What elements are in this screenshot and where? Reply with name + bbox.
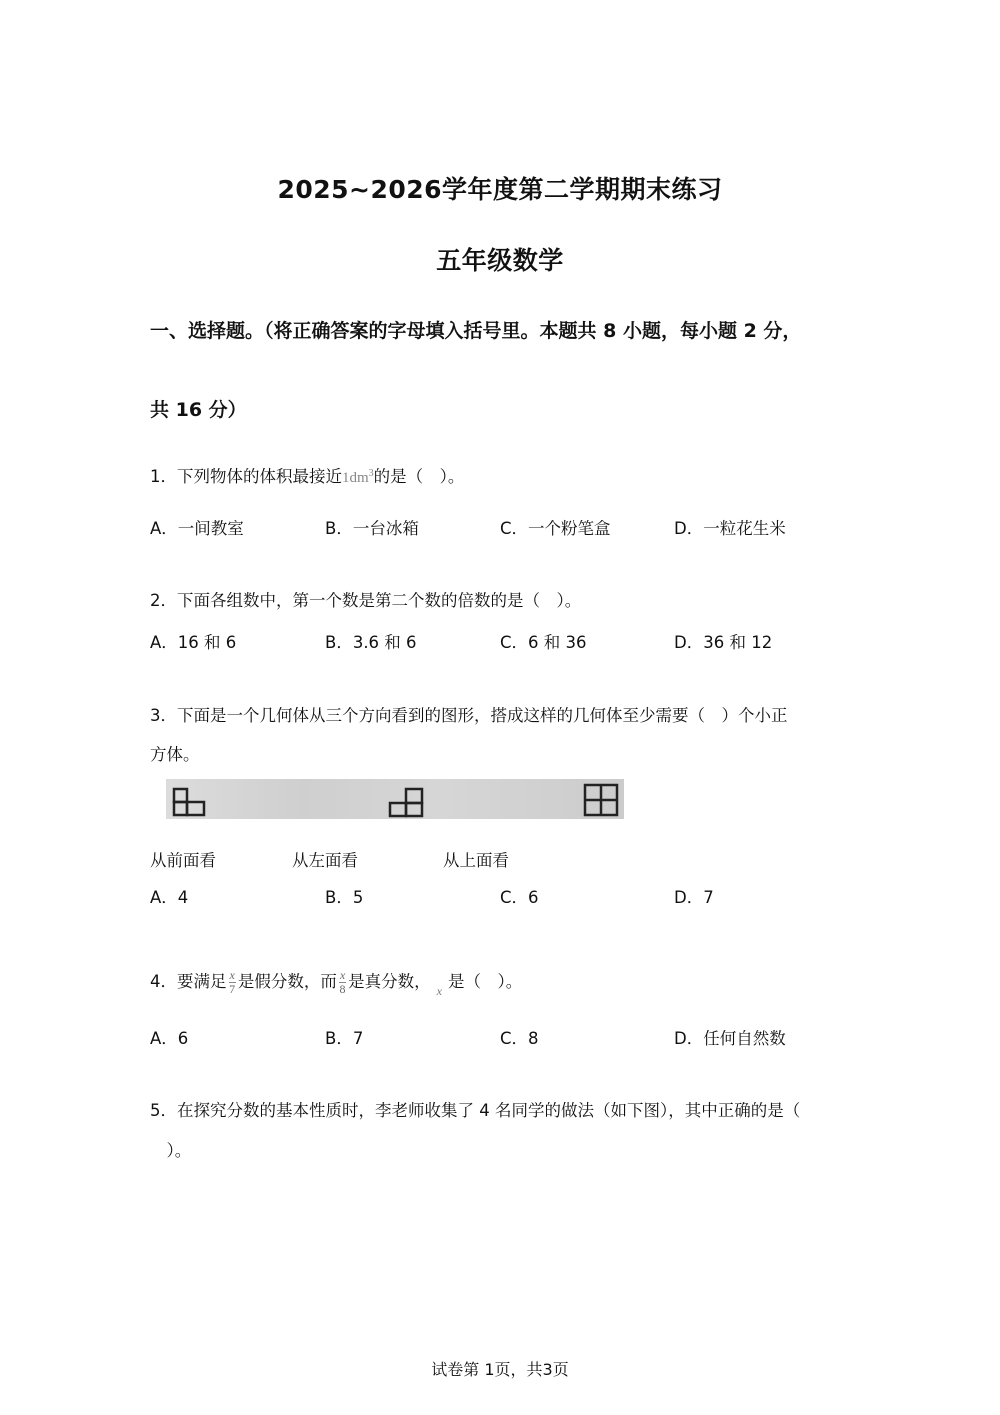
q4-option-b: B．7 (325, 1029, 364, 1048)
fraction-x-over-8 (339, 969, 346, 996)
q4-option-c: C．8 (500, 1029, 539, 1048)
fraction-2-denominator: 8 (339, 982, 346, 996)
question-4-mid1: 是假分数，而 (237, 972, 337, 991)
variable-x: x (436, 984, 442, 998)
q4-option-d: D．任何自然数 (674, 1029, 786, 1048)
section-heading-line1: 一、选择题。（将正确答案的字母填入括号里。本题共 8 小题，每小题 2 分， (150, 320, 802, 342)
question-1-prefix: 1．下列物体的体积最接近 (150, 467, 342, 486)
volume-unit (342, 470, 374, 486)
question-4-mid2: 是真分数， (348, 972, 431, 991)
question-5-line2: ）。 (150, 1141, 192, 1160)
view-label-left: 从左面看 (292, 851, 358, 870)
question-4-prefix: 4．要满足 (150, 972, 227, 991)
q3-option-a: A．4 (150, 888, 189, 907)
q2-option-b: B．3.6 和 6 (325, 633, 417, 652)
q1-option-b: B．一台冰箱 (325, 519, 419, 538)
q2-option-c: C．6 和 36 (500, 633, 587, 652)
q1-option-c: C．一个粉笔盒 (500, 519, 611, 538)
question-3-line2: 方体。 (150, 745, 200, 764)
three-view-figure (166, 779, 624, 819)
q3-option-b: B．5 (325, 888, 364, 907)
q3-option-c: C．6 (500, 888, 539, 907)
question-5-line1: 5．在探究分数的基本性质时，李老师收集了 4 名同学的做法（如下图），其中正确的是（ (150, 1101, 801, 1120)
question-1-suffix: 的是（ ）。 (373, 467, 465, 486)
q1-option-d: D．一粒花生米 (674, 519, 786, 538)
q2-option-a: A．16 和 6 (150, 633, 237, 652)
fraction-1-denominator: 7 (229, 982, 236, 996)
q3-option-d: D．7 (674, 888, 714, 907)
page-footer: 试卷第 1页，共3页 (431, 1360, 569, 1379)
left-view-shape (390, 789, 422, 816)
top-view-shape (585, 785, 617, 815)
question-2: 2．下面各组数中，第一个数是第二个数的倍数的是（ ）。 (150, 591, 582, 610)
question-3-line1: 3．下面是一个几何体从三个方向看到的图形，搭成这样的几何体至少需要（ ）个小正 (150, 706, 788, 725)
fraction-x-over-7 (229, 969, 236, 996)
exam-subtitle: 五年级数学 (436, 246, 564, 275)
question-4-suffix: 是（ ）。 (447, 972, 523, 991)
volume-unit-exponent: 3 (368, 468, 374, 479)
q1-option-a: A．一间教室 (150, 519, 244, 538)
fraction-1-numerator: x (229, 968, 235, 982)
volume-unit-base: 1dm (342, 470, 369, 486)
three-view-drawings (166, 779, 624, 819)
q4-option-a: A．6 (150, 1029, 189, 1048)
view-label-top: 从上面看 (443, 851, 509, 870)
front-view-shape (174, 789, 204, 815)
view-label-front: 从前面看 (150, 851, 216, 870)
fraction-2-numerator: x (339, 968, 346, 982)
question-4 (150, 961, 850, 1004)
exam-title: 2025~2026学年度第二学期期末练习 (277, 175, 723, 204)
q2-option-d: D．36 和 12 (674, 633, 773, 652)
question-1 (150, 454, 850, 498)
section-heading-line2: 共 16 分） (150, 399, 247, 421)
